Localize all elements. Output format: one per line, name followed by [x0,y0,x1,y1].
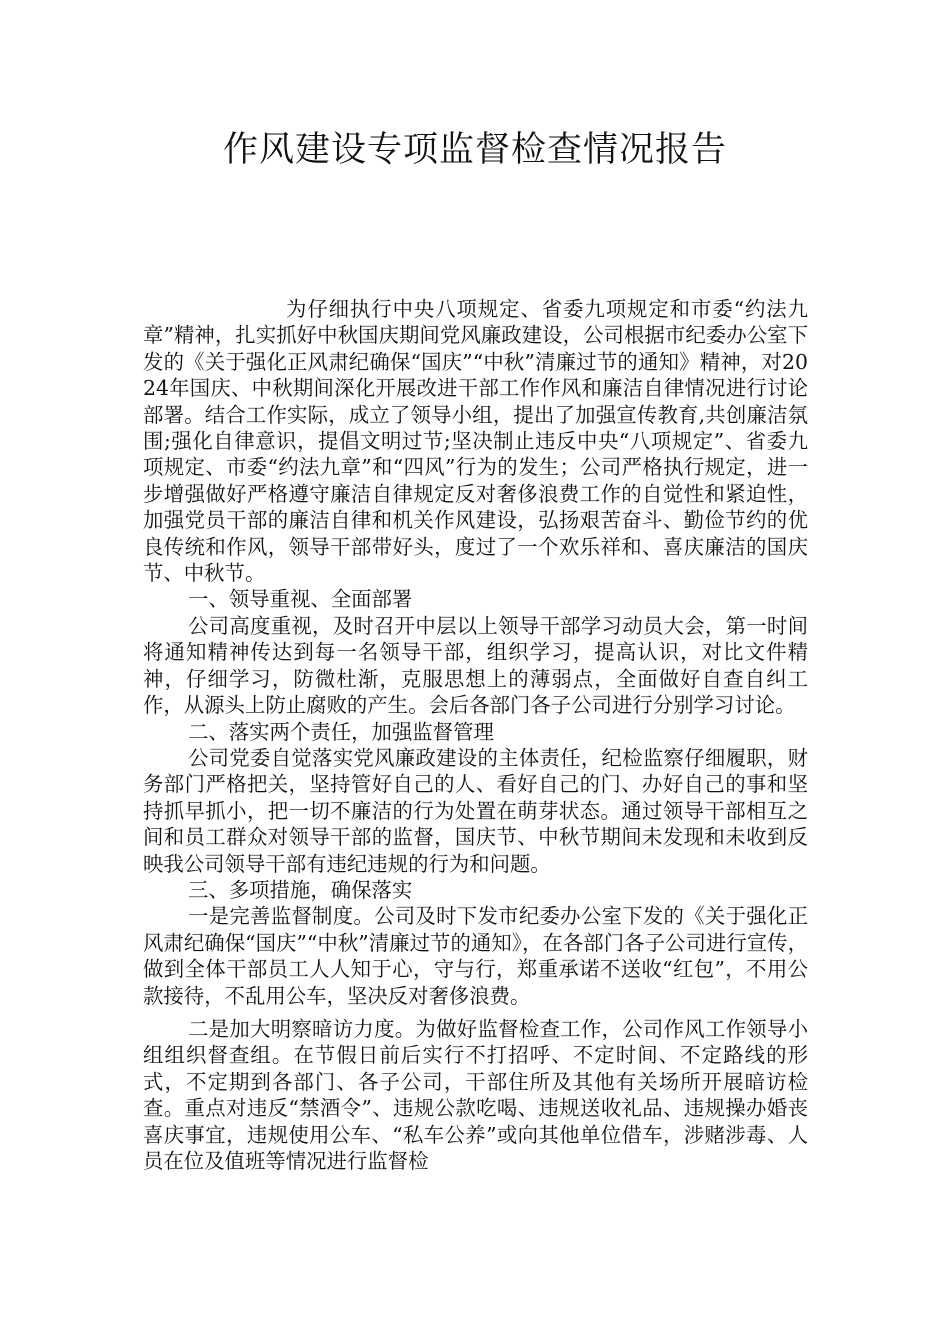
intro-paragraph: 为仔细执行中央八项规定、省委九项规定和市委“约法九章”精神，扎实抓好中秋国庆期间党风廉政建设，公司根据市纪委办公室下发的《关于强化正风肃纪确保“国庆”“中秋”清廉过节的通知》精神，对2024年国庆、中秋期间深化开展改进干部工作作风和廉洁自律情况进行讨论部署。结合工作实际，成立了领导小组，提出了加强宣传教育,共创廉洁氛围;强化自律意识，提倡文明过节;坚决制止违反中央“八项规定”、省委九项规定、市委“约法九章”和“四风”行为的发生；公司严格执行规定，进一步增强做好严格遵守廉洁自律规定反对奢侈浪费工作的自觉性和紧迫性，加强党员干部的廉洁自律和机关作风建设，弘扬艰苦奋斗、勤俭节约的优良传统和作风，领导干部带好头，度过了一个欢乐祥和、喜庆廉洁的国庆节、中秋节。 [143,297,808,586]
body-paragraph: 公司党委自觉落实党风廉政建设的主体责任，纪检监察仔细履职，财务部门严格把关，坚持管好自己的人、看好自己的门、办好自己的事和坚持抓早抓小，把一切不廉洁的行为处置在萌芽状态。通过领导干部相互之间和员工群众对领导干部的监督，国庆节、中秋节期间未发现和未收到反映我公司领导干部有违纪违规的行为和问题。 [143,745,808,876]
body-paragraph: 二是加大明察暗访力度。为做好监督检查工作，公司作风工作领导小组组织督查组。在节假日前后实行不打招呼、不定时间、不定路线的形式，不定期到各部门、各子公司，干部住所及其他有关场所开展暗访检查。重点对违反“禁酒令”、违规公款吃喝、违规送收礼品、违规操办婚丧喜庆事宜，违规使用公车、“私车公养”或向其他单位借车，涉赌涉毒、人员在位及值班等情况进行监督检 [143,1016,808,1173]
document-title: 作风建设专项监督检查情况报告 [222,130,727,170]
section-heading-2: 二、落实两个责任，加强监督管理 [188,719,494,744]
body-paragraph: 公司高度重视，及时召开中层以上领导干部学习动员大会，第一时间将通知精神传达到每一名领导干部，组织学习，提高认识，对比文件精神，仔细学习，防微杜渐，克服思想上的薄弱点，全面做好自查自纠工作，从源头上防止腐败的产生。会后各部门各子公司进行分别学习讨论。 [143,613,808,718]
section-heading-1: 一、领导重视、全面部署 [188,587,413,612]
body-paragraph: 一是完善监督制度。公司及时下发市纪委办公室下发的《关于强化正风肃纪确保“国庆”“中秋”清廉过节的通知》，在各部门各子公司进行宣传，做到全体干部员工人人知于心，守与行，郑重承诺不送收“红包”，不用公款接待，不乱用公车，坚决反对奢侈浪费。 [143,904,808,1008]
section-heading-3: 三、多项措施，确保落实 [188,877,413,902]
document-body [143,296,808,1174]
